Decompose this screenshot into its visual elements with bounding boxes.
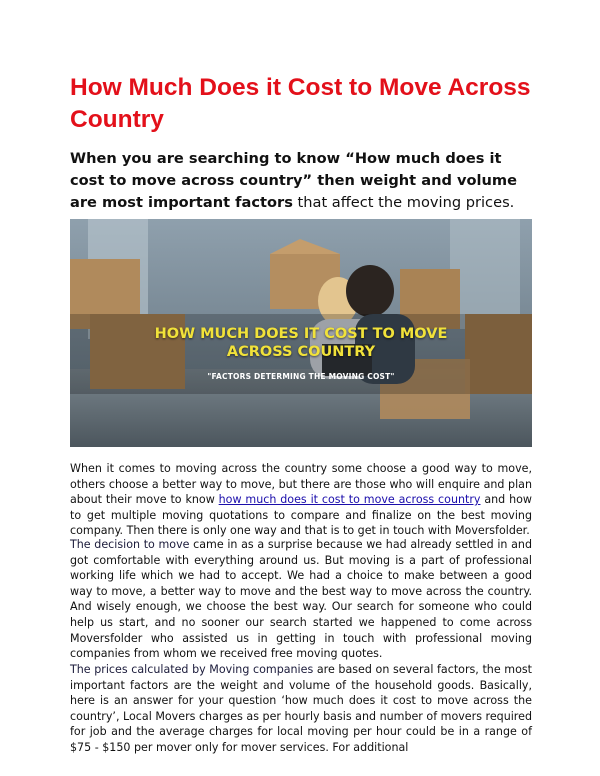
cost-to-move-link[interactable]: how much does it cost to move across country bbox=[218, 493, 481, 507]
article-subtitle bbox=[70, 148, 540, 214]
paragraph-1 bbox=[70, 461, 532, 539]
paragraph-2-text: came in as a surprise because we had already settled in and got comfortable with everything around us. But moving is a part of professional working life which we had to accept. We had a choice to make between a good way to move, a better way to move and the best way to move across the country. And wisely enough, we choose the best way. Our search for someone who could help us start, and no sooner our search started we happened to come across Moversfolder who assisted us in getting in touch with professional moving companies from whom we received free moving quotes. bbox=[70, 538, 532, 661]
hero-image bbox=[70, 219, 532, 447]
hero-title bbox=[70, 325, 532, 361]
subtitle-bold: When you are searching to know “How much does it cost to move across country” then weight and volume are most important factors bbox=[70, 150, 518, 211]
paragraph-2-lead: The decision to move bbox=[70, 538, 190, 551]
article-title: How Much Does it Cost to Move Across Country bbox=[70, 74, 531, 133]
hero-title-line-1: HOW MUCH DOES IT COST TO MOVE bbox=[154, 326, 448, 342]
paragraph-3-text: are based on several factors, the most important factors are the weight and volume of the household goods. Basically, here is an answer for your question ‘how much does it cost to move across the country’, Local Movers charges as per hourly basis and number of movers required for job and the average charges for local moving per hour could be in a range of $75 - $150 per mover only for mover services. For additional bbox=[70, 663, 532, 754]
hero-title-line-2: ACROSS COUNTRY bbox=[226, 344, 376, 360]
paragraph-1-text-after: and how to get multiple moving quotations to compare and finalize on the best moving company. Then there is only one way and that is to get in touch with Moversfolder. bbox=[70, 493, 532, 538]
paragraph-3-lead: The prices calculated by Moving companies bbox=[70, 663, 314, 676]
paragraph-1-text-before: When it comes to moving across the country some choose a good way to move, others choose a better way to move, but there are those who will enquire and plan about their move to know bbox=[70, 462, 532, 507]
hero-subtitle: "FACTORS DETERMING THE MOVING COST" bbox=[207, 372, 395, 381]
paragraph-2 bbox=[70, 537, 532, 662]
subtitle-rest: that affect the moving prices. bbox=[292, 194, 515, 211]
paragraph-3 bbox=[70, 662, 532, 756]
